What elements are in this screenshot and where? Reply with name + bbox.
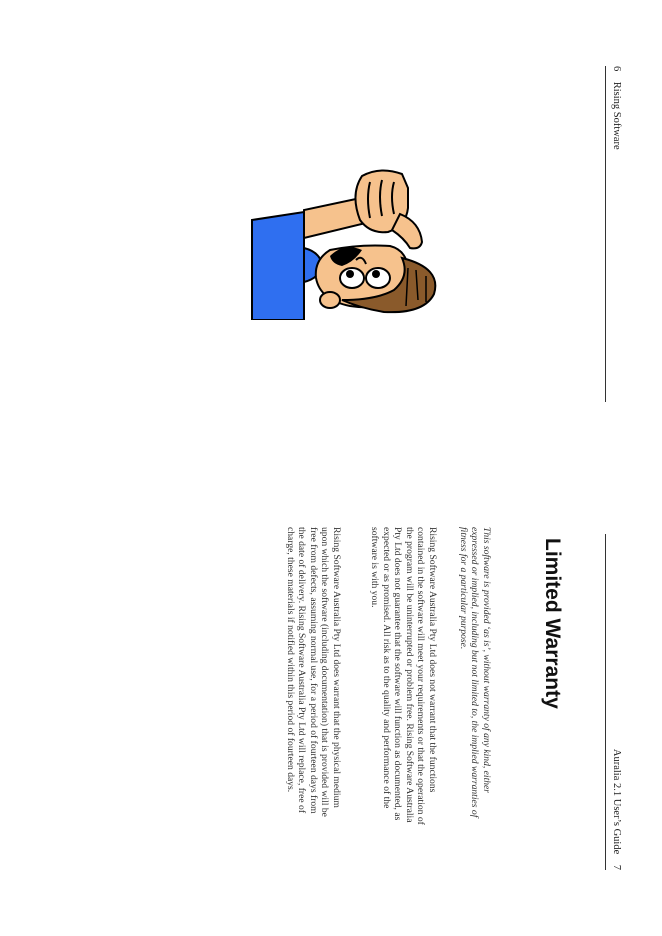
right-page-number: 7 (611, 864, 622, 870)
page-title: Limited Warranty (541, 538, 564, 709)
shirt-shape (252, 212, 304, 320)
right-header-rule (605, 534, 606, 870)
warranty-intro-paragraph: This software is provided ‘as is’, without warranty of any kind, either expressed or implied, including but not limited to, the implied warranties of fitness for a particular purpose. (457, 527, 492, 818)
left-page-header (611, 66, 622, 150)
warranty-medium-paragraph: Rising Software Australia Pty Ltd does warrant that the physical medium upon which the software (including documentation) that is provided will be free from defects, assuming normal use, for a period of fourteen days from the date of delivery. Rising Software Australia Pty Ltd will replace, free of charge, these materials if notified within this period of fourteen days. (284, 527, 342, 817)
right-running-header: Auralia 2.1 User’s Guide (611, 748, 622, 855)
thumbs-up-cartoon (250, 150, 480, 320)
right-page-header (611, 749, 622, 870)
left-running-header: Rising Software (611, 81, 622, 150)
warranty-disclaimer-paragraph: Rising Software Australia Pty Ltd does not warrant that the functions contained in the software will meet your requirements or that the operation of the program will be uninterrupted or problem free. Rising Software Australia Pty Ltd does not guarantee that the software will function as documented, as expected or as promised. All risk as to the quality and performance of the software is with you. (369, 527, 438, 825)
left-page-number: 6 (611, 66, 622, 72)
left-header-rule (605, 66, 606, 402)
thumb-shape (392, 214, 422, 248)
